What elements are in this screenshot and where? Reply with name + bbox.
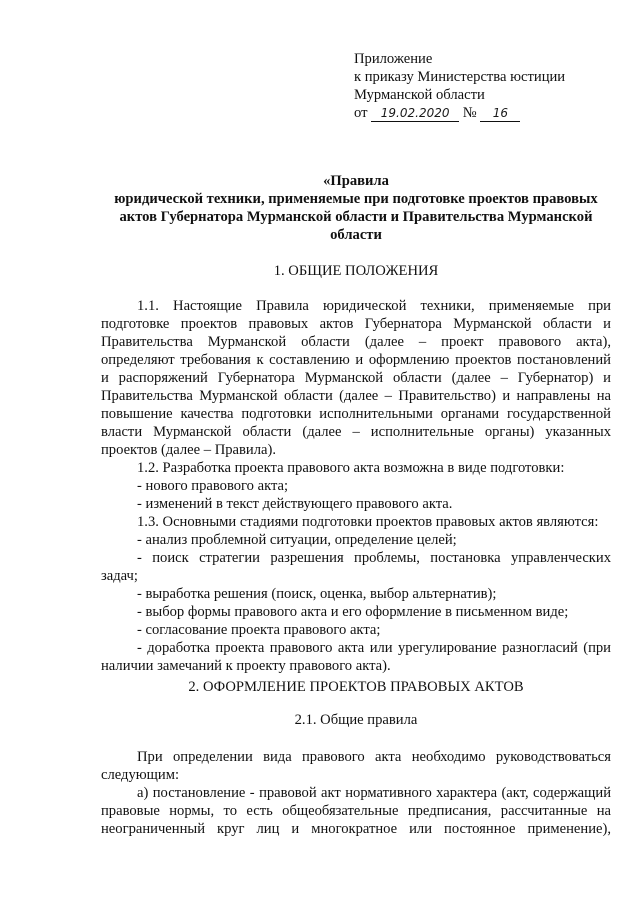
paragraph-1-1 [101,297,611,675]
section-2-heading: 2. ОФОРМЛЕНИЕ ПРОЕКТОВ ПРАВОВЫХ АКТОВ [188,679,524,695]
p11-line: повышение качества подготовки исполнительными органами государственной [101,406,611,422]
list-item: - изменений в текст действующего правового акта. [137,496,453,512]
item-a-line: неограниченный круг лиц и многократное или постоянное применение), [101,821,611,837]
p11-line: власти Мурманской области (далее – исполнительные органы) указанных [101,424,611,440]
appendix-date-line [354,104,624,122]
list-item: - выбор формы правового акта и его оформление в письменном виде; [137,604,569,620]
list-item: - согласование проекта правового акта; [137,622,381,638]
p11-line: 1.1. Настоящие Правила юридической техники, применяемые при [137,298,611,314]
appendix-order-ref: к приказу Министерства юстиции [354,69,566,85]
list-item-continuation: наличии замечаний к проекту правового акта). [101,658,391,674]
list-item: - анализ проблемной ситуации, определение целей; [137,532,457,548]
appendix-region: Мурманской области [354,87,485,103]
p11-line: и распоряжений Губернатора Мурманской области (далее – Губернатор) и [101,370,611,386]
handwritten-date: 19.02.2020 [371,106,459,122]
list-item: - выработка решения (поиск, оценка, выбор альтернатив); [137,586,497,602]
p11-line: Правительства Мурманской области (далее – проект правового акта), [101,334,611,350]
title-line-2: юридической техники, применяемые при подготовке проектов правовых [114,191,598,207]
intro-line: следующим: [101,767,180,783]
appendix-title: Приложение [354,51,433,67]
intro-line: При определении вида правового акта необходимо руководствоваться [137,749,611,765]
p11-line: подготовке проектов правовых актов Губернатора Мурманской области и [101,316,611,332]
section-2-1-heading: 2.1. Общие правила [294,712,418,728]
section-1-heading: 1. ОБЩИЕ ПОЛОЖЕНИЯ [273,263,439,279]
p11-line: проектов (далее – Правила). [101,442,276,458]
title-line-1: «Правила [323,173,389,189]
list-item: - нового правового акта; [137,478,289,494]
title-line-4: области [330,227,382,243]
list-item: - поиск стратегии разрешения проблемы, постановка управленческих [137,550,611,566]
paragraph-1-3: 1.3. Основными стадиями подготовки проектов правовых актов являются: [137,514,599,530]
handwritten-number: 16 [480,106,520,122]
title-line-3: актов Губернатора Мурманской области и Правительства Мурманской [119,209,593,225]
paragraph-1-2: 1.2. Разработка проекта правового акта возможна в виде подготовки: [137,460,565,476]
p11-line: определяют требования к составлению и оформлению проектов постановлений [101,352,611,368]
p11-line: Правительства Мурманской области (далее – Правительство) и направлены на [101,388,611,404]
from-label: от [354,105,368,121]
list-item-continuation: задач; [101,568,138,584]
section-2-body [101,748,611,838]
appendix-block [354,50,624,122]
item-a-line: а) постановление - правовой акт нормативного характера (акт, содержащий [137,785,611,801]
document-title [100,172,612,244]
list-item: - доработка проекта правового акта или урегулирование разногласий (при [137,640,611,656]
item-a-line: правовые нормы, то есть общеобязательные предписания, рассчитанные на [101,803,611,819]
number-label: № [462,105,477,121]
